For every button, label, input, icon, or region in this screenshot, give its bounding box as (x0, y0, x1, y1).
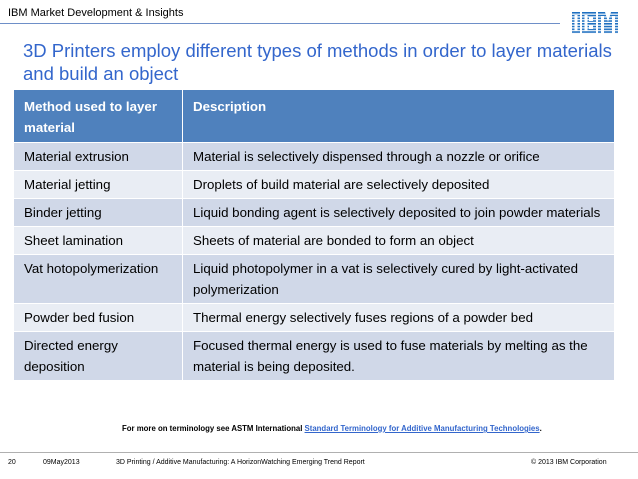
method-cell: Binder jetting (14, 199, 183, 227)
table-row (14, 227, 615, 255)
method-cell: Vat hotopolymerization (14, 255, 183, 304)
description-cell: Material is selectively dispensed through a nozzle or orifice (183, 143, 615, 171)
method-cell: Sheet lamination (14, 227, 183, 255)
terminology-note (122, 424, 542, 433)
table-header-row (14, 90, 615, 143)
methods-table (13, 89, 615, 381)
column-header-method: Method used to layer material (14, 90, 183, 143)
column-header-description: Description (183, 90, 615, 143)
table-row (14, 255, 615, 304)
header-divider (0, 23, 560, 24)
note-suffix: . (539, 424, 542, 433)
ibm-logo (572, 12, 618, 34)
description-cell: Liquid bonding agent is selectively deposited to join powder materials (183, 199, 615, 227)
page-number: 20 (8, 459, 16, 466)
method-cell: Material extrusion (14, 143, 183, 171)
table-row (14, 304, 615, 332)
footer-date: 09May2013 (43, 459, 80, 466)
method-cell: Powder bed fusion (14, 304, 183, 332)
org-name: IBM Market Development & Insights (8, 7, 184, 19)
description-cell: Thermal energy selectively fuses regions of a powder bed (183, 304, 615, 332)
table-row (14, 199, 615, 227)
footer-report-title: 3D Printing / Additive Manufacturing: A HorizonWatching Emerging Trend Report (116, 459, 365, 466)
footer-divider (0, 452, 638, 453)
description-cell: Focused thermal energy is used to fuse materials by melting as the material is being deposited. (183, 332, 615, 381)
table-row (14, 143, 615, 171)
astm-standard-link[interactable]: Standard Terminology for Additive Manufacturing Technologies (304, 424, 540, 433)
table-row (14, 171, 615, 199)
method-cell: Material jetting (14, 171, 183, 199)
method-cell: Directed energy deposition (14, 332, 183, 381)
description-cell: Droplets of build material are selectively deposited (183, 171, 615, 199)
description-cell: Sheets of material are bonded to form an object (183, 227, 615, 255)
slide-title: 3D Printers employ different types of methods in order to layer materials and build an object (23, 40, 612, 84)
note-prefix: For more on terminology see ASTM International (122, 424, 305, 433)
table-row (14, 332, 615, 381)
footer-copyright: © 2013 IBM Corporation (531, 459, 607, 466)
description-cell: Liquid photopolymer in a vat is selectively cured by light-activated polymerization (183, 255, 615, 304)
